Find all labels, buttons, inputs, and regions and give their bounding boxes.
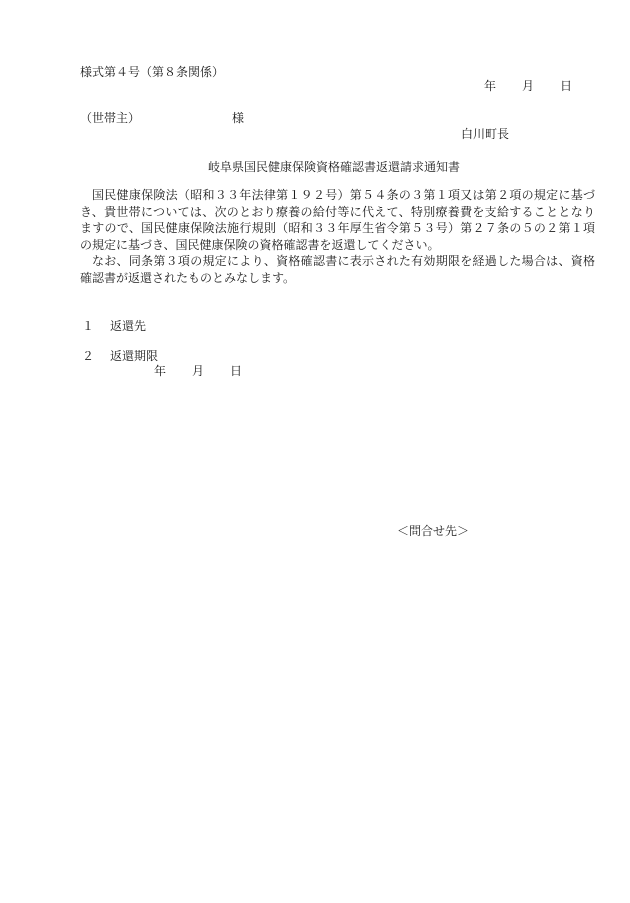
deadline-date-year: 年 [154, 364, 167, 378]
item-number: １ [82, 319, 95, 333]
item-return-destination [82, 320, 146, 332]
deadline-date-day: 日 [230, 364, 243, 378]
issuer: 白川町長 [461, 127, 510, 141]
body-paragraph-2: なお、同条第３項の規定により、資格確認書に表示された有効期限を経過した場合は、資格確認書が返還されたものとみなします。 [80, 254, 595, 285]
recipient-label: （世帯主） [80, 111, 141, 125]
body-paragraph-1: 国民健康保険法（昭和３３年法律第１９２号）第５４条の３第１項又は第２項の規定に基づき、貴世帯については、次のとおり療養の給付等に代えて、特別療養費を支給することとなりますので、国民健康保険法施行規則（昭和３３年厚生省令第５３号）第２７条の５の２第１項の規定に基づき、国民健康保険の資格確認書を返還してください。 [80, 188, 595, 252]
deadline-date [154, 365, 242, 377]
item-number: ２ [82, 349, 95, 363]
contact-heading: ＜問合せ先＞ [397, 524, 470, 538]
body-text [80, 187, 595, 286]
recipient-honorific: 様 [232, 111, 245, 125]
item-label: 返還先 [110, 319, 147, 333]
item-return-deadline [82, 350, 158, 362]
document-title: 岐阜県国民健康保険資格確認書返還請求通知書 [208, 160, 461, 174]
deadline-date-month: 月 [192, 364, 205, 378]
issue-date [484, 80, 572, 92]
recipient-line [80, 112, 244, 124]
item-label: 返還期限 [110, 349, 159, 363]
form-number: 様式第４号（第８条関係） [80, 65, 225, 79]
issue-date-year: 年 [484, 79, 497, 93]
issue-date-day: 日 [560, 79, 573, 93]
issue-date-month: 月 [522, 79, 535, 93]
